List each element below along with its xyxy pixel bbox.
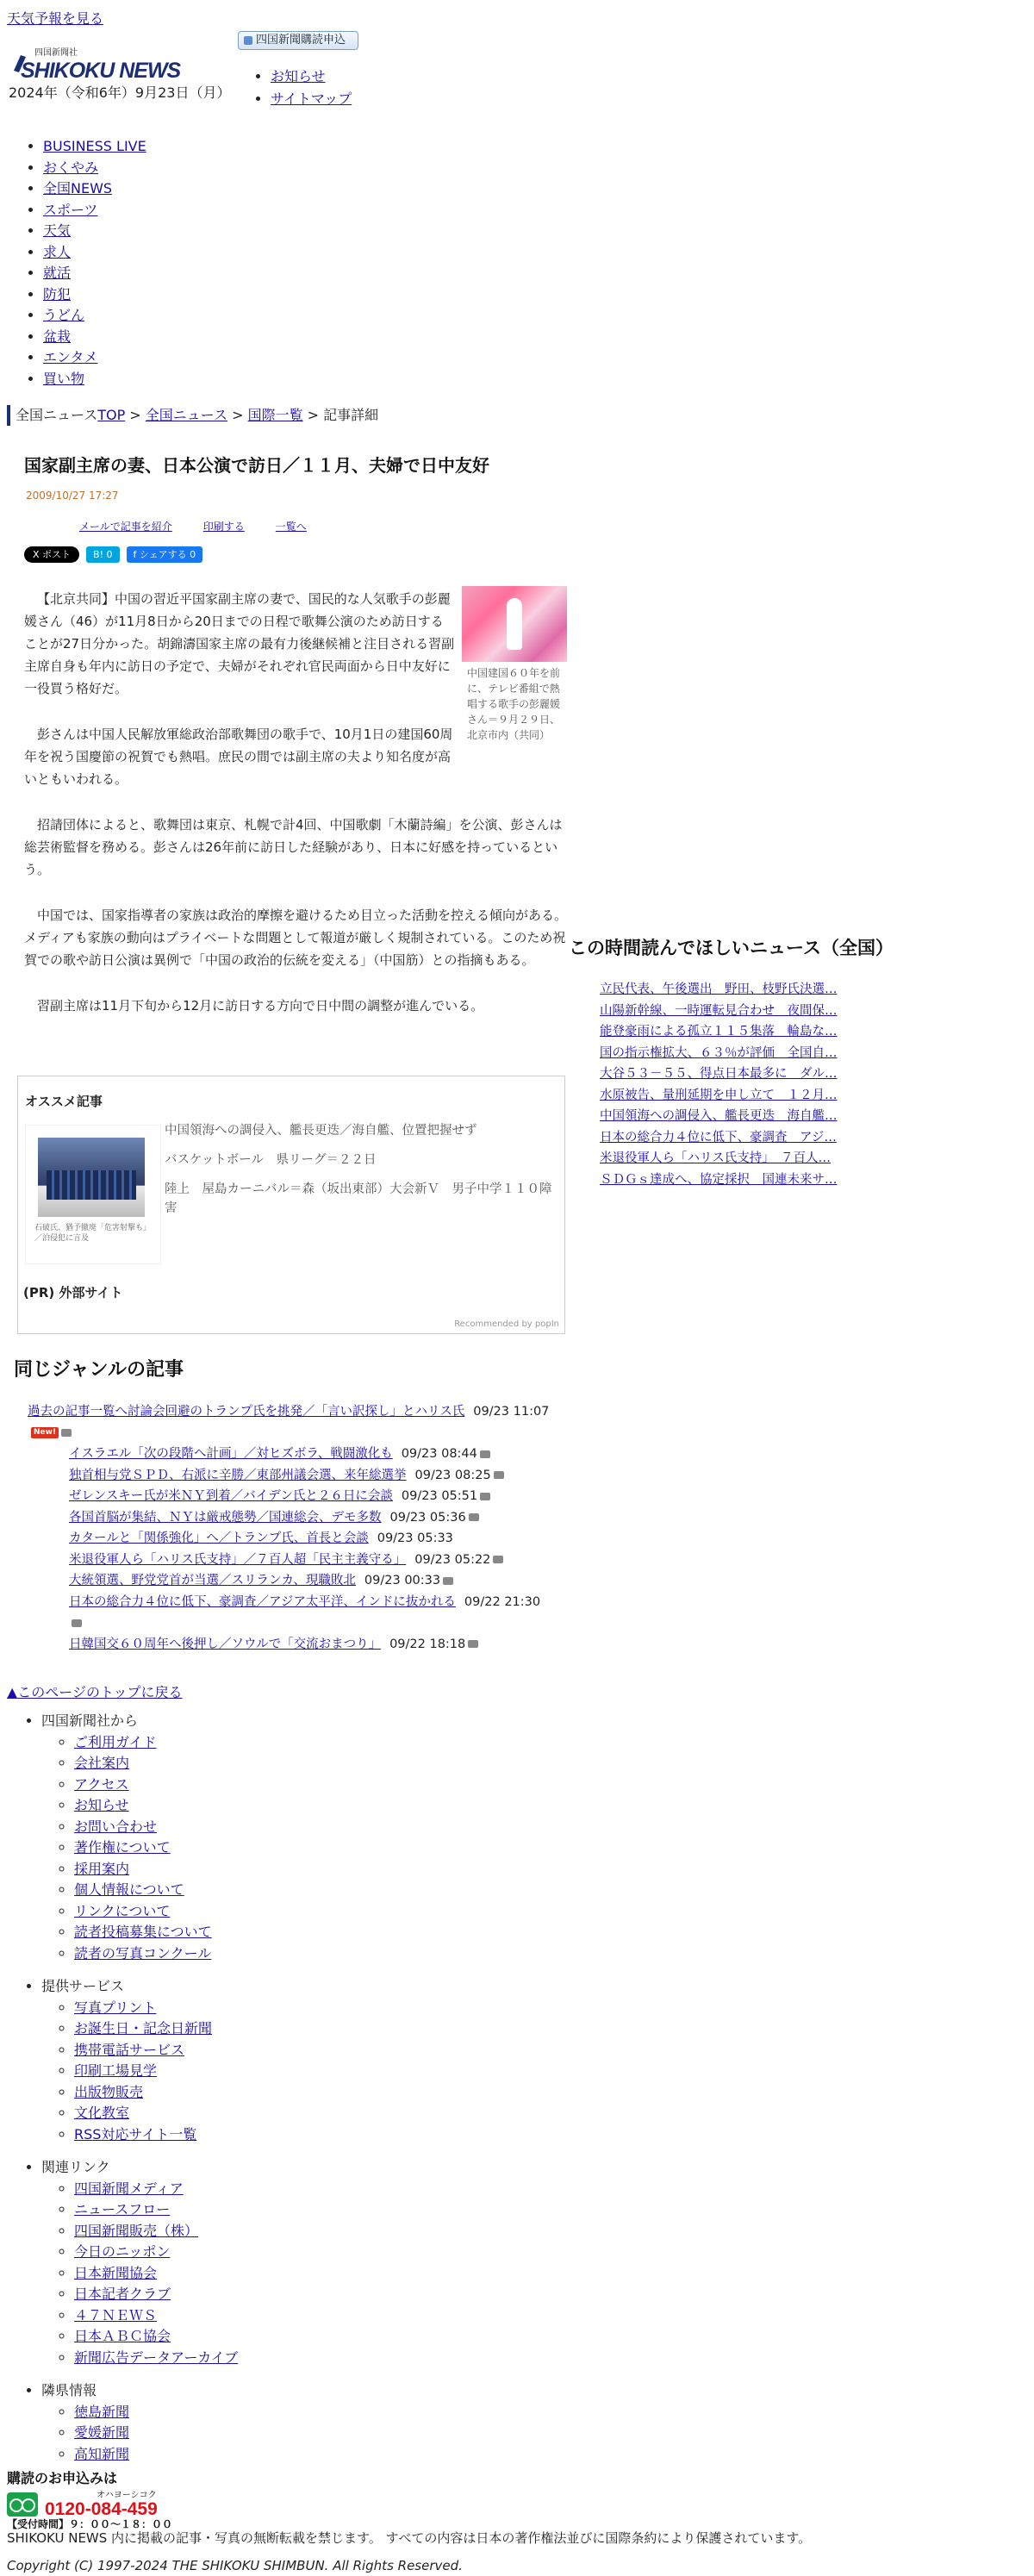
same-genre-link[interactable]: 日本の総合力４位に低下、豪調査／アジア太平洋、インドに抜かれる [69,1594,456,1609]
nav-item[interactable]: おくやみ [43,159,99,176]
camera-icon [469,1513,479,1521]
footer-link[interactable]: 読者の写真コンクール [74,1944,212,1962]
breadcrumb-section: 全国ニュース [16,407,98,423]
ranking-item[interactable]: 山陽新幹線、一時運転見合わせ 夜間保… [600,1003,838,1018]
ranking-item[interactable]: 日本の総合力４位に低下、豪調査 アジ… [600,1130,837,1145]
same-genre-link[interactable]: 過去の記事一覧へ討論会回避のトランプ氏を挑発／「言い訳探し」とハリス氏 [28,1405,465,1419]
item-time: 09/23 11:07 [473,1405,550,1419]
footer-link[interactable]: RSS対応サイト一覧 [74,2125,197,2143]
footer-group-heading: 提供サービス [41,1978,125,1994]
breadcrumb: 全国ニュースTOP > 全国ニュース > 国際一覧 > 記事詳細 [7,405,378,426]
breadcrumb-international[interactable]: 国際一覧 [247,407,303,423]
breadcrumb-top[interactable]: TOP [97,407,126,423]
camera-icon [480,1493,490,1500]
article-paragraph: 中国では、国家指導者の家族は政治的摩擦を避けるため目立った活動を控える傾向がある。メディアも家族の動向はプライベートな問題として報道が厳しく規制されている。このため祝賀での歌や訪日公演は異例で「中国の政治的伝統を変える」（中国筋）との指摘もある。 [24,908,568,968]
header-link-news[interactable]: お知らせ [271,68,326,84]
facebook-share-button[interactable]: f シェアする 0 [127,546,203,563]
current-date: 2024年（令和6年）9月23日（月） [9,84,231,101]
footer-link[interactable]: 読者投稿募集について [74,1924,212,1940]
camera-icon [61,1429,72,1437]
list-item [28,1550,553,1571]
recommend-thumb-image [38,1138,145,1217]
item-time: 09/23 08:25 [414,1468,491,1482]
list-item [28,1486,553,1507]
footer-link[interactable]: 出版物販売 [74,2083,144,2100]
main-nav [17,136,146,390]
subscribe-button[interactable] [238,31,358,50]
weather-link[interactable]: 天気予報を見る [7,10,104,27]
footer-link[interactable]: ４７ＮＥＷＳ [74,2306,158,2323]
recommend-item[interactable]: 陸上 屋島カーニバル＝森（坂出東部）大会新Ｖ 男子中学１１０障害 [165,1182,552,1215]
phone-number: 0120-084-459 [45,2499,158,2519]
footer-link[interactable]: 会社案内 [74,1755,130,1771]
photo-caption: 中国建国６０年を前に、テレビ番組で熱唱する歌手の彭麗媛さん＝９月２９日、北京市内（共同） [467,667,561,741]
x-post-button[interactable]: X ポスト [24,546,79,563]
item-time: 09/23 00:33 [364,1574,441,1587]
print-link[interactable]: 印刷する [202,521,245,533]
recommend-provider[interactable]: Recommended by popIn [454,1319,559,1329]
footer-group-heading: 四国新聞社から [41,1712,139,1729]
footer-link[interactable]: 著作権について [74,1839,171,1856]
article-paragraph: 彭さんは中国人民解放軍総政治部歌舞団の歌手で、10月1日の建国60周年を祝う国慶節の祝賀でも熱唱。庶民の間では副主席の夫より知名度が高いともいわれる。 [24,727,453,787]
recommend-item[interactable]: バスケットボール 県リーグ＝２２日 [165,1153,377,1167]
recommend-thumb-card[interactable] [25,1125,161,1264]
header-link-sitemap[interactable]: サイトマップ [271,90,352,107]
same-genre-link[interactable]: 各国首脳が集結、ＮＹは厳戒態勢／国連総会、デモ多数 [69,1510,382,1525]
list-item [28,1634,553,1656]
header-links [258,65,352,110]
footer-group [41,2157,238,2368]
nav-item[interactable]: 天気 [43,222,72,239]
same-genre-link[interactable]: イスラエル「次の段階へ計画」／対ヒズボラ、戦闘激化も [69,1447,393,1461]
nav-item[interactable]: BUSINESS LIVE [43,138,146,154]
camera-icon [468,1640,478,1648]
ranking-item[interactable]: 立民代表、午後選出 野田、枝野氏決選… [600,982,838,996]
reception-hours: 【受付時間】９：００～１８：００ [7,2518,173,2530]
subscribe-label: 四国新聞購読申込 [256,34,346,47]
nav-item[interactable]: エンタメ [43,349,98,365]
subscription-contact[interactable] [7,2468,179,2530]
ranking-item[interactable]: 国の指示権拡大、６３％が評価 全国自… [600,1045,838,1060]
footer-link[interactable]: ニュースフロー [74,2201,171,2217]
nav-item[interactable]: 盆栽 [43,327,72,345]
site-logo[interactable] [12,48,184,83]
list-item [28,1528,553,1550]
back-to-top-link[interactable]: ▲このページのトップに戻る [7,1684,183,1700]
recommend-title: オススメ記事 [25,1094,103,1109]
nav-item[interactable]: スポーツ [43,201,98,218]
ranking-list [588,979,910,1190]
nav-item[interactable]: 防犯 [43,285,72,303]
item-time: 09/23 05:51 [401,1489,478,1503]
article-date: 2009/10/27 17:27 [26,490,119,502]
list-item [28,1444,553,1465]
footer-link[interactable]: お問い合わせ [74,1818,158,1835]
pr-external-sites: (PR) 外部サイト [23,1285,123,1300]
article-title: 国家副主席の妻、日本公演で訪日／１１月、夫婦で日中友好 [24,455,489,476]
footer-link[interactable]: リンクについて [74,1902,171,1919]
footer-link[interactable]: 徳島新聞 [74,2403,130,2420]
ranking-item[interactable]: 中国領海への調侵入、艦長更迭 海自艦… [600,1109,838,1123]
footer-link[interactable]: 愛媛新聞 [74,2424,130,2441]
recommend-list [165,1121,552,1228]
nav-item[interactable]: うどん [43,307,85,323]
same-genre-link[interactable]: 独首相与党ＳＰＤ、右派に辛勝／東部州議会選、来年総選挙 [69,1468,407,1482]
footer-group [41,1976,238,2145]
recommend-thumb-caption: 石破氏、猶予撤廃「危害射撃も」／泊侵犯に言及 [34,1224,152,1243]
apply-title: 購読のお申込みは [7,2470,118,2486]
camera-icon [72,1619,82,1627]
article-paragraph: 招請団体によると、歌舞団は東京、札幌で計4回、中国歌劇「木蘭詩編」を公演、彭さんは総芸術監督を務める。彭さんは26年前に訪日した経験があり、日本に好感を持っているという。 [24,817,563,877]
footer-link[interactable]: 文化教室 [74,2105,130,2121]
item-time: 09/23 05:36 [389,1510,466,1525]
share-buttons [24,546,202,563]
footer-link[interactable]: 日本ＡＢＣ協会 [74,2328,171,2344]
same-genre-link[interactable]: 日韓国交６０周年へ後押し／ソウルで「交流おまつり」 [69,1637,382,1651]
copyright-notice: SHIKOKU NEWS 内に掲載の記事・写真の無断転載を禁じます。 すべての内容は日本の著作権法並びに国際条約により保護されています。 [7,2530,812,2546]
logo-text: SHIKOKU NEWS [21,59,181,83]
freedial [7,2489,179,2529]
list-item [28,1401,553,1444]
ranking-item[interactable]: ＳＤＧｓ達成へ、協定採択 国連未来サ… [600,1172,838,1187]
footer-link[interactable]: 写真プリント [74,1999,157,2016]
copyright: Copyright (C) 1997-2024 THE SHIKOKU SHIMBUN. All Rights Reserved. [7,2558,463,2573]
breadcrumb-national[interactable]: 全国ニュース [145,407,227,423]
nav-item[interactable]: 求人 [43,243,72,260]
breadcrumb-current: 記事詳細 [323,407,379,423]
camera-icon [480,1450,490,1458]
ranking-item[interactable]: 米退役軍人ら「ハリス氏支持」 ７百人… [600,1151,831,1165]
same-genre-link[interactable]: カタールと「関係強化」へ／トランプ氏、首長と会談 [69,1531,369,1545]
footer-link[interactable]: 携帯電話サービス [74,2041,185,2058]
footer-link[interactable]: お誕生日・記念日新聞 [74,2020,213,2036]
article-paragraph: 習副主席は11月下旬から12月に訪日する方向で日中間の調整が進んでいる。 [37,998,484,1014]
article-tools [79,519,307,534]
same-genre-title: 同じジャンルの記事 [14,1359,184,1381]
footer-link[interactable]: 四国新聞販売（株） [74,2222,199,2239]
ranking-item[interactable]: 水原被告、量刑延期を申し立て １２月… [600,1088,838,1102]
article-body [24,588,567,1040]
item-time: 09/22 18:18 [389,1637,466,1651]
free-dial-icon [7,2492,38,2517]
logo-subtitle: 四国新聞社 [34,48,78,58]
list-item [28,1465,553,1487]
camera-icon [493,1556,503,1563]
footer-group-heading: 隣県情報 [41,2382,97,2398]
recommend-item[interactable]: 中国領海への調侵入、艦長更迭／海自艦、位置把握せず [165,1124,477,1138]
list-item [28,1592,553,1634]
footer-link[interactable]: 日本新聞協会 [74,2264,158,2281]
back-to-list-link[interactable]: 一覧へ [275,521,307,533]
item-time: 09/23 08:44 [401,1447,477,1461]
same-genre-list [28,1401,553,1655]
item-time: 09/23 05:33 [377,1531,453,1545]
recommend-box [17,1076,565,1334]
footer-link[interactable]: アクセス [74,1775,129,1793]
footer-link[interactable]: お知らせ [74,1797,129,1813]
footer-link[interactable]: ご利用ガイド [74,1733,157,1750]
footer-link[interactable]: 高知新聞 [74,2445,130,2462]
footer-link[interactable]: 日本記者クラブ [74,2286,171,2302]
new-badge: New! [31,1427,59,1438]
footer-link[interactable]: 採用案内 [74,1860,130,1877]
footer-group [41,2380,238,2465]
nav-item[interactable]: 就活 [43,265,72,281]
item-time: 09/23 05:22 [414,1552,491,1567]
camera-icon [443,1577,453,1585]
ranking-title: この時間読んでほしいニュース（全国） [569,938,894,958]
same-genre-link[interactable]: 米退役軍人ら「ハリス氏支持」／７百人超「民主主義守る」 [69,1552,407,1567]
same-genre-link[interactable]: ゼレンスキー氏が米ＮＹ到着／バイデン氏と２６日に会談 [69,1489,393,1503]
list-item [28,1570,553,1592]
footer-links [17,1711,238,2477]
phone-ruby: オハヨーシコク [97,2491,157,2500]
footer-link[interactable]: 個人情報について [74,1881,184,1898]
nav-item[interactable]: 全国NEWS [43,180,113,196]
footer-link[interactable]: 今日のニッポン [74,2243,171,2260]
footer-group-heading: 関連リンク [41,2159,110,2175]
ranking-item[interactable]: 大谷５３－５５、得点日本最多に ダル… [600,1067,838,1081]
item-time: 09/22 21:30 [464,1594,541,1609]
nav-item[interactable]: 買い物 [43,370,85,387]
hatena-bookmark-button[interactable]: B! 0 [86,546,119,563]
email-article-link[interactable]: メールで記事を紹介 [79,521,172,533]
camera-icon [494,1471,504,1479]
footer-group [41,1711,238,1964]
newspaper-icon [244,36,252,45]
same-genre-link[interactable]: 大統領選、野党党首が当選／スリランカ、現職敗北 [69,1574,356,1587]
article-paragraph: 【北京共同】中国の習近平国家副主席の妻で、国民的な人気歌手の彭麗媛さん（46）が11月8日から20日までの日程で歌舞公演のため訪日することが27日分かった。胡錦濤国家主席の最有力後継候補と注目される習副主席自身も年内に訪日の予定で、夫婦がそれぞれ官民両面から日中友好に一役買う格好だ。 [24,591,455,696]
ranking-item[interactable]: 能登豪雨による孤立１１５集落 輪島な… [600,1025,838,1039]
list-item [28,1507,553,1529]
footer-link[interactable]: 印刷工場見学 [74,2062,158,2079]
footer-link[interactable]: 新聞広告データアーカイブ [74,2348,239,2366]
footer-link[interactable]: 四国新聞メディア [74,2180,184,2197]
